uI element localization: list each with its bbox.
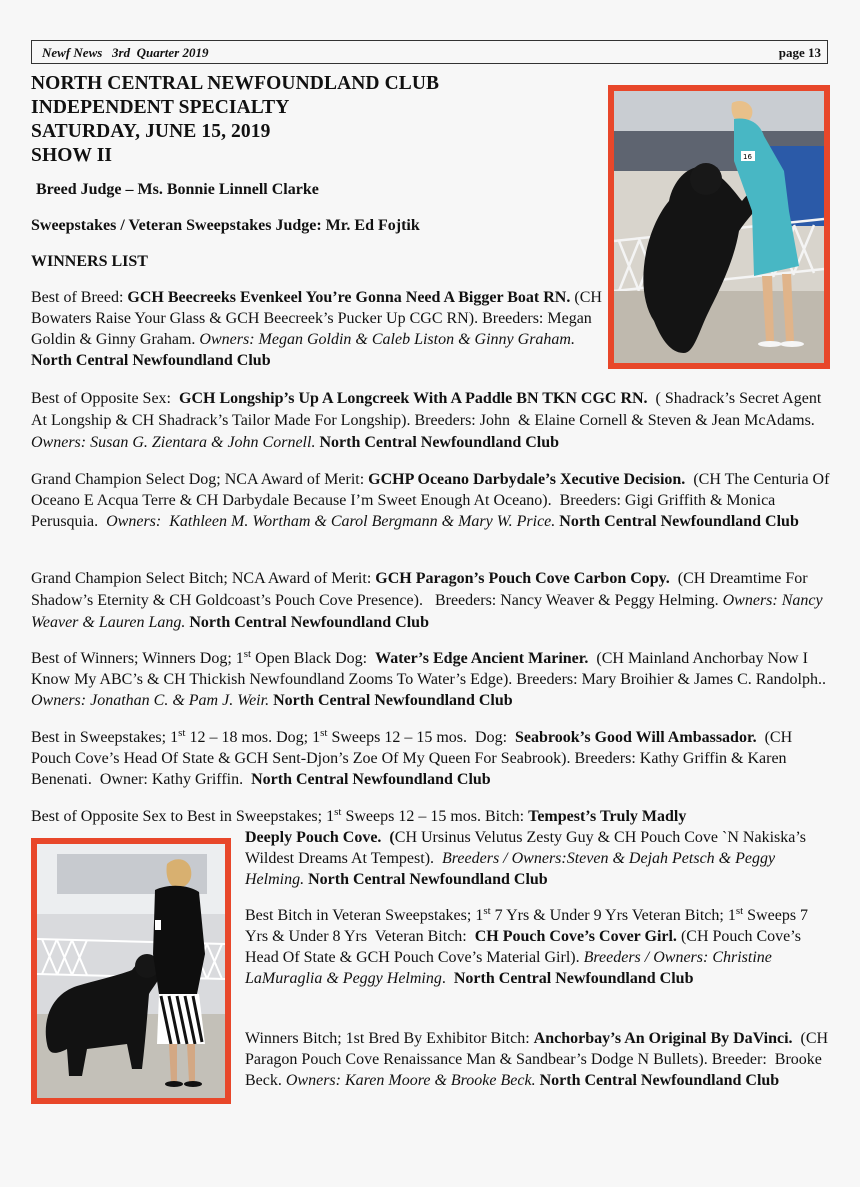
- dog-name: GCH Paragon’s Pouch Cove Carbon Copy.: [375, 570, 670, 587]
- dog-name: GCH Beecreeks Evenkeel You’re Gonna Need A Bigger Boat RN.: [127, 289, 571, 306]
- entry-best-of-winners: Best of Winners; Winners Dog; 1st Open Black Dog: Water’s Edge Ancient Mariner. (CH Mainland Anchorbay Now I Know My ABC’s & CH Thickish Newfoundland Zooms To Water’s Edge). Breeders: Mary Broihier & James C. Randolph.. Owners: Jonathan C. & Pam J. Weir. North Central Newfoundland Club: [31, 647, 830, 709]
- club-name: North Central Newfoundland Club: [559, 513, 799, 530]
- entry-winners-bitch: Winners Bitch; 1st Bred By Exhibitor Bitch: Anchorbay’s An Original By DaVinci. (CH Paragon Pouch Cove Renaissance Man & Sandbear’s Dodge N Bullets). Breeder: Brooke Beck. Owners: Karen Moore & Brooke Beck. North Central Newfoundland Club: [245, 1030, 833, 1089]
- title-line-show: SHOW II: [31, 145, 113, 166]
- show-ring-photo: [37, 844, 225, 1098]
- club-name: North Central Newfoundland Club: [31, 352, 271, 369]
- armband-number: 16: [743, 153, 752, 161]
- entry-best-of-opposite-sex: Best of Opposite Sex: GCH Longship’s Up A Longcreek With A Paddle BN TKN CGC RN. ( Shadrack’s Secret Agent At Longship & CH Shadrack’s Tailor Made For Longship). Breeders: John & Elaine Cornell & Steven & Jean McAdams. Owners: Susan G. Zientara & John Cornell. North Central Newfoundland Club: [31, 390, 825, 451]
- club-name: North Central Newfoundland Club: [308, 871, 548, 888]
- entry-grand-champion-select-bitch: Grand Champion Select Bitch; NCA Award of Merit: GCH Paragon’s Pouch Cove Carbon Copy. (CH Dreamtime For Shadow’s Eternity & CH Goldcoast’s Pouch Cove Presence). Breeders: Nancy Weaver & Peggy Helming. Owners: Nancy Weaver & Lauren Lang. North Central Newfoundland Club: [31, 570, 823, 631]
- title-line-date: SATURDAY, JUNE 15, 2019: [31, 121, 271, 142]
- dog-name: CH Pouch Cove’s Cover Girl.: [474, 928, 677, 945]
- dog-name: GCHP Oceano Darbydale’s Xecutive Decision.: [368, 471, 686, 488]
- newsletter-issue: Newf News 3rd Quarter 2019: [42, 45, 209, 60]
- show-ring-photo: [614, 91, 824, 363]
- title-line-club: NORTH CENTRAL NEWFOUNDLAND CLUB: [31, 73, 440, 94]
- entry-bos-best-in-sweepstakes-line1: Best of Opposite Sex to Best in Sweepstakes; 1st Sweeps 12 – 15 mos. Bitch: Tempest’s Truly Madly: [31, 805, 687, 825]
- handler-jacket-shape: [153, 886, 205, 994]
- entry-best-bitch-veteran-sweepstakes: Best Bitch in Veteran Sweepstakes; 1st 7 Yrs & Under 9 Yrs Veteran Bitch; 1st Sweeps 7 Yrs & Under 8 Yrs Veteran Bitch: CH Pouch Cove’s Cover Girl. (CH Pouch Cove’s Head Of State & GCH Pouch Cove’s Material Girl). Breeders / Owners: Christine LaMuraglia & Peggy Helming. North Central Newfoundland Club: [245, 904, 812, 987]
- page-number: page 13: [778, 45, 821, 60]
- club-name: North Central Newfoundland Club: [251, 771, 491, 788]
- photo-best-of-breed: [608, 85, 830, 369]
- dog-name: Tempest’s Truly Madly: [528, 808, 687, 825]
- club-name: North Central Newfoundland Club: [453, 970, 694, 987]
- sweepstakes-judge: Sweepstakes / Veteran Sweepstakes Judge: Mr. Ed Fojtik: [31, 217, 420, 234]
- breed-judge: Breed Judge – Ms. Bonnie Linnell Clarke: [36, 181, 319, 198]
- dog-name: GCH Longship’s Up A Longcreek With A Paddle BN TKN CGC RN.: [179, 390, 648, 407]
- entry-best-of-breed: Best of Breed: GCH Beecreeks Evenkeel You’re Gonna Need A Bigger Boat RN. (CH Bowaters Raise Your Glass & GCH Beecreek’s Pucker Up CGC RN). Breeders: Megan Goldin & Ginny Graham. Owners: Megan Goldin & Caleb Liston & Ginny Graham. North Central Newfoundland Club: [31, 289, 602, 369]
- club-name: North Central Newfoundland Club: [319, 434, 560, 451]
- photo-veteran-bitch: [31, 838, 231, 1104]
- club-name: North Central Newfoundland Club: [539, 1072, 780, 1089]
- title-line-specialty: INDEPENDENT SPECIALTY: [31, 97, 290, 118]
- entry-bos-best-in-sweepstakes-cont: Deeply Pouch Cove. (CH Ursinus Velutus Zesty Guy & CH Pouch Cove `N Nakiska’s Wildest Dreams At Tempest). Breeders / Owners:Steven & Dejah Petsch & Peggy Helming. North Central Newfoundland Club: [245, 829, 810, 888]
- club-name: North Central Newfoundland Club: [273, 692, 513, 709]
- dog-name: Anchorbay’s An Original By DaVinci.: [533, 1030, 793, 1047]
- entry-grand-champion-select-dog: Grand Champion Select Dog; NCA Award of Merit: GCHP Oceano Darbydale’s Xecutive Decision. (CH The Centuria Of Oceano E Acqua Terre & CH Darbydale Because I’m Sweet Enough At Oceano). Breeders: Gigi Griffith & Monica Perusquia. Owners: Kathleen M. Wortham & Carol Bergmann & Mary W. Price. North Central Newfoundland Club: [31, 471, 834, 530]
- entry-best-in-sweepstakes: Best in Sweepstakes; 1st 12 – 18 mos. Dog; 1st Sweeps 12 – 15 mos. Dog: Seabrook’s Good Will Ambassador. (CH Pouch Cove’s Head Of State & GCH Sent-Djon’s Zoe Of My Queen For Seabrook). Breeders: Kathy Griffin & Karen Benenati. Owner: Kathy Griffin. North Central Newfoundland Club: [31, 726, 797, 788]
- page-header: [31, 40, 828, 64]
- winners-list-heading: WINNERS LIST: [31, 253, 148, 270]
- page-title: [31, 72, 601, 168]
- club-name: North Central Newfoundland Club: [189, 614, 429, 631]
- dog-name: Seabrook’s Good Will Ambassador.: [515, 729, 757, 746]
- dog-name: Water’s Edge Ancient Mariner.: [375, 650, 589, 667]
